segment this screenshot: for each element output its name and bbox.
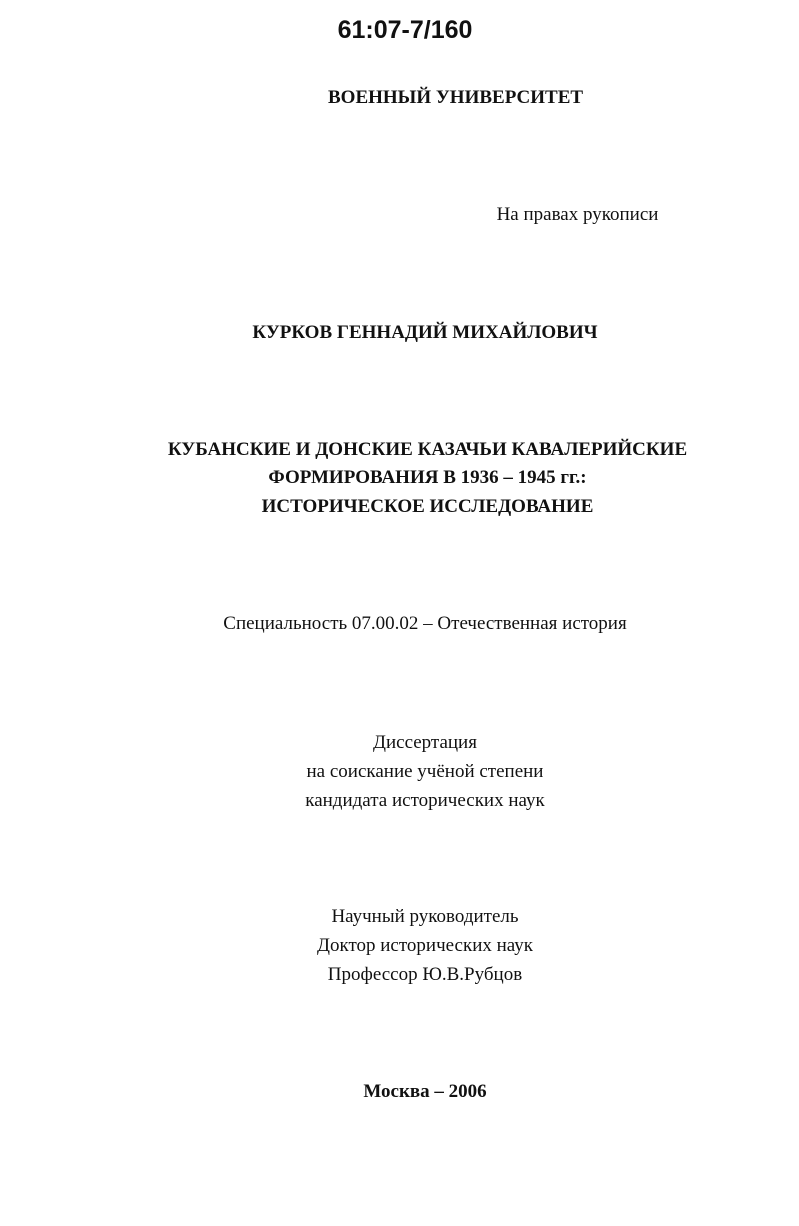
supervisor-label: Научный руководитель bbox=[331, 906, 519, 927]
thesis-title-line-1: КУБАНСКИЕ И ДОНСКИЕ КАЗАЧЬИ КАВАЛЕРИЙСКИЕ bbox=[167, 439, 688, 460]
degree-purpose: на соискание учёной степени bbox=[306, 761, 544, 782]
archive-stamp: 61:07-7/160 bbox=[337, 16, 473, 44]
university-name: ВОЕННЫЙ УНИВЕРСИТЕТ bbox=[328, 87, 584, 108]
author-name: КУРКОВ ГЕННАДИЙ МИХАЙЛОВИЧ bbox=[252, 322, 598, 343]
dissertation-label: Диссертация bbox=[373, 732, 477, 753]
supervisor-name: Профессор Ю.В.Рубцов bbox=[327, 964, 523, 985]
degree-name: кандидата исторических наук bbox=[305, 790, 545, 811]
thesis-title-line-3: ИСТОРИЧЕСКОЕ ИССЛЕДОВАНИЕ bbox=[261, 496, 594, 517]
supervisor-degree: Доктор исторических наук bbox=[317, 935, 533, 956]
city-year: Москва – 2006 bbox=[363, 1081, 487, 1102]
thesis-title-line-2: ФОРМИРОВАНИЯ В 1936 – 1945 гг.: bbox=[268, 467, 587, 488]
manuscript-note: На правах рукописи bbox=[496, 204, 659, 225]
specialty-line: Специальность 07.00.02 – Отечественная история bbox=[223, 613, 627, 634]
